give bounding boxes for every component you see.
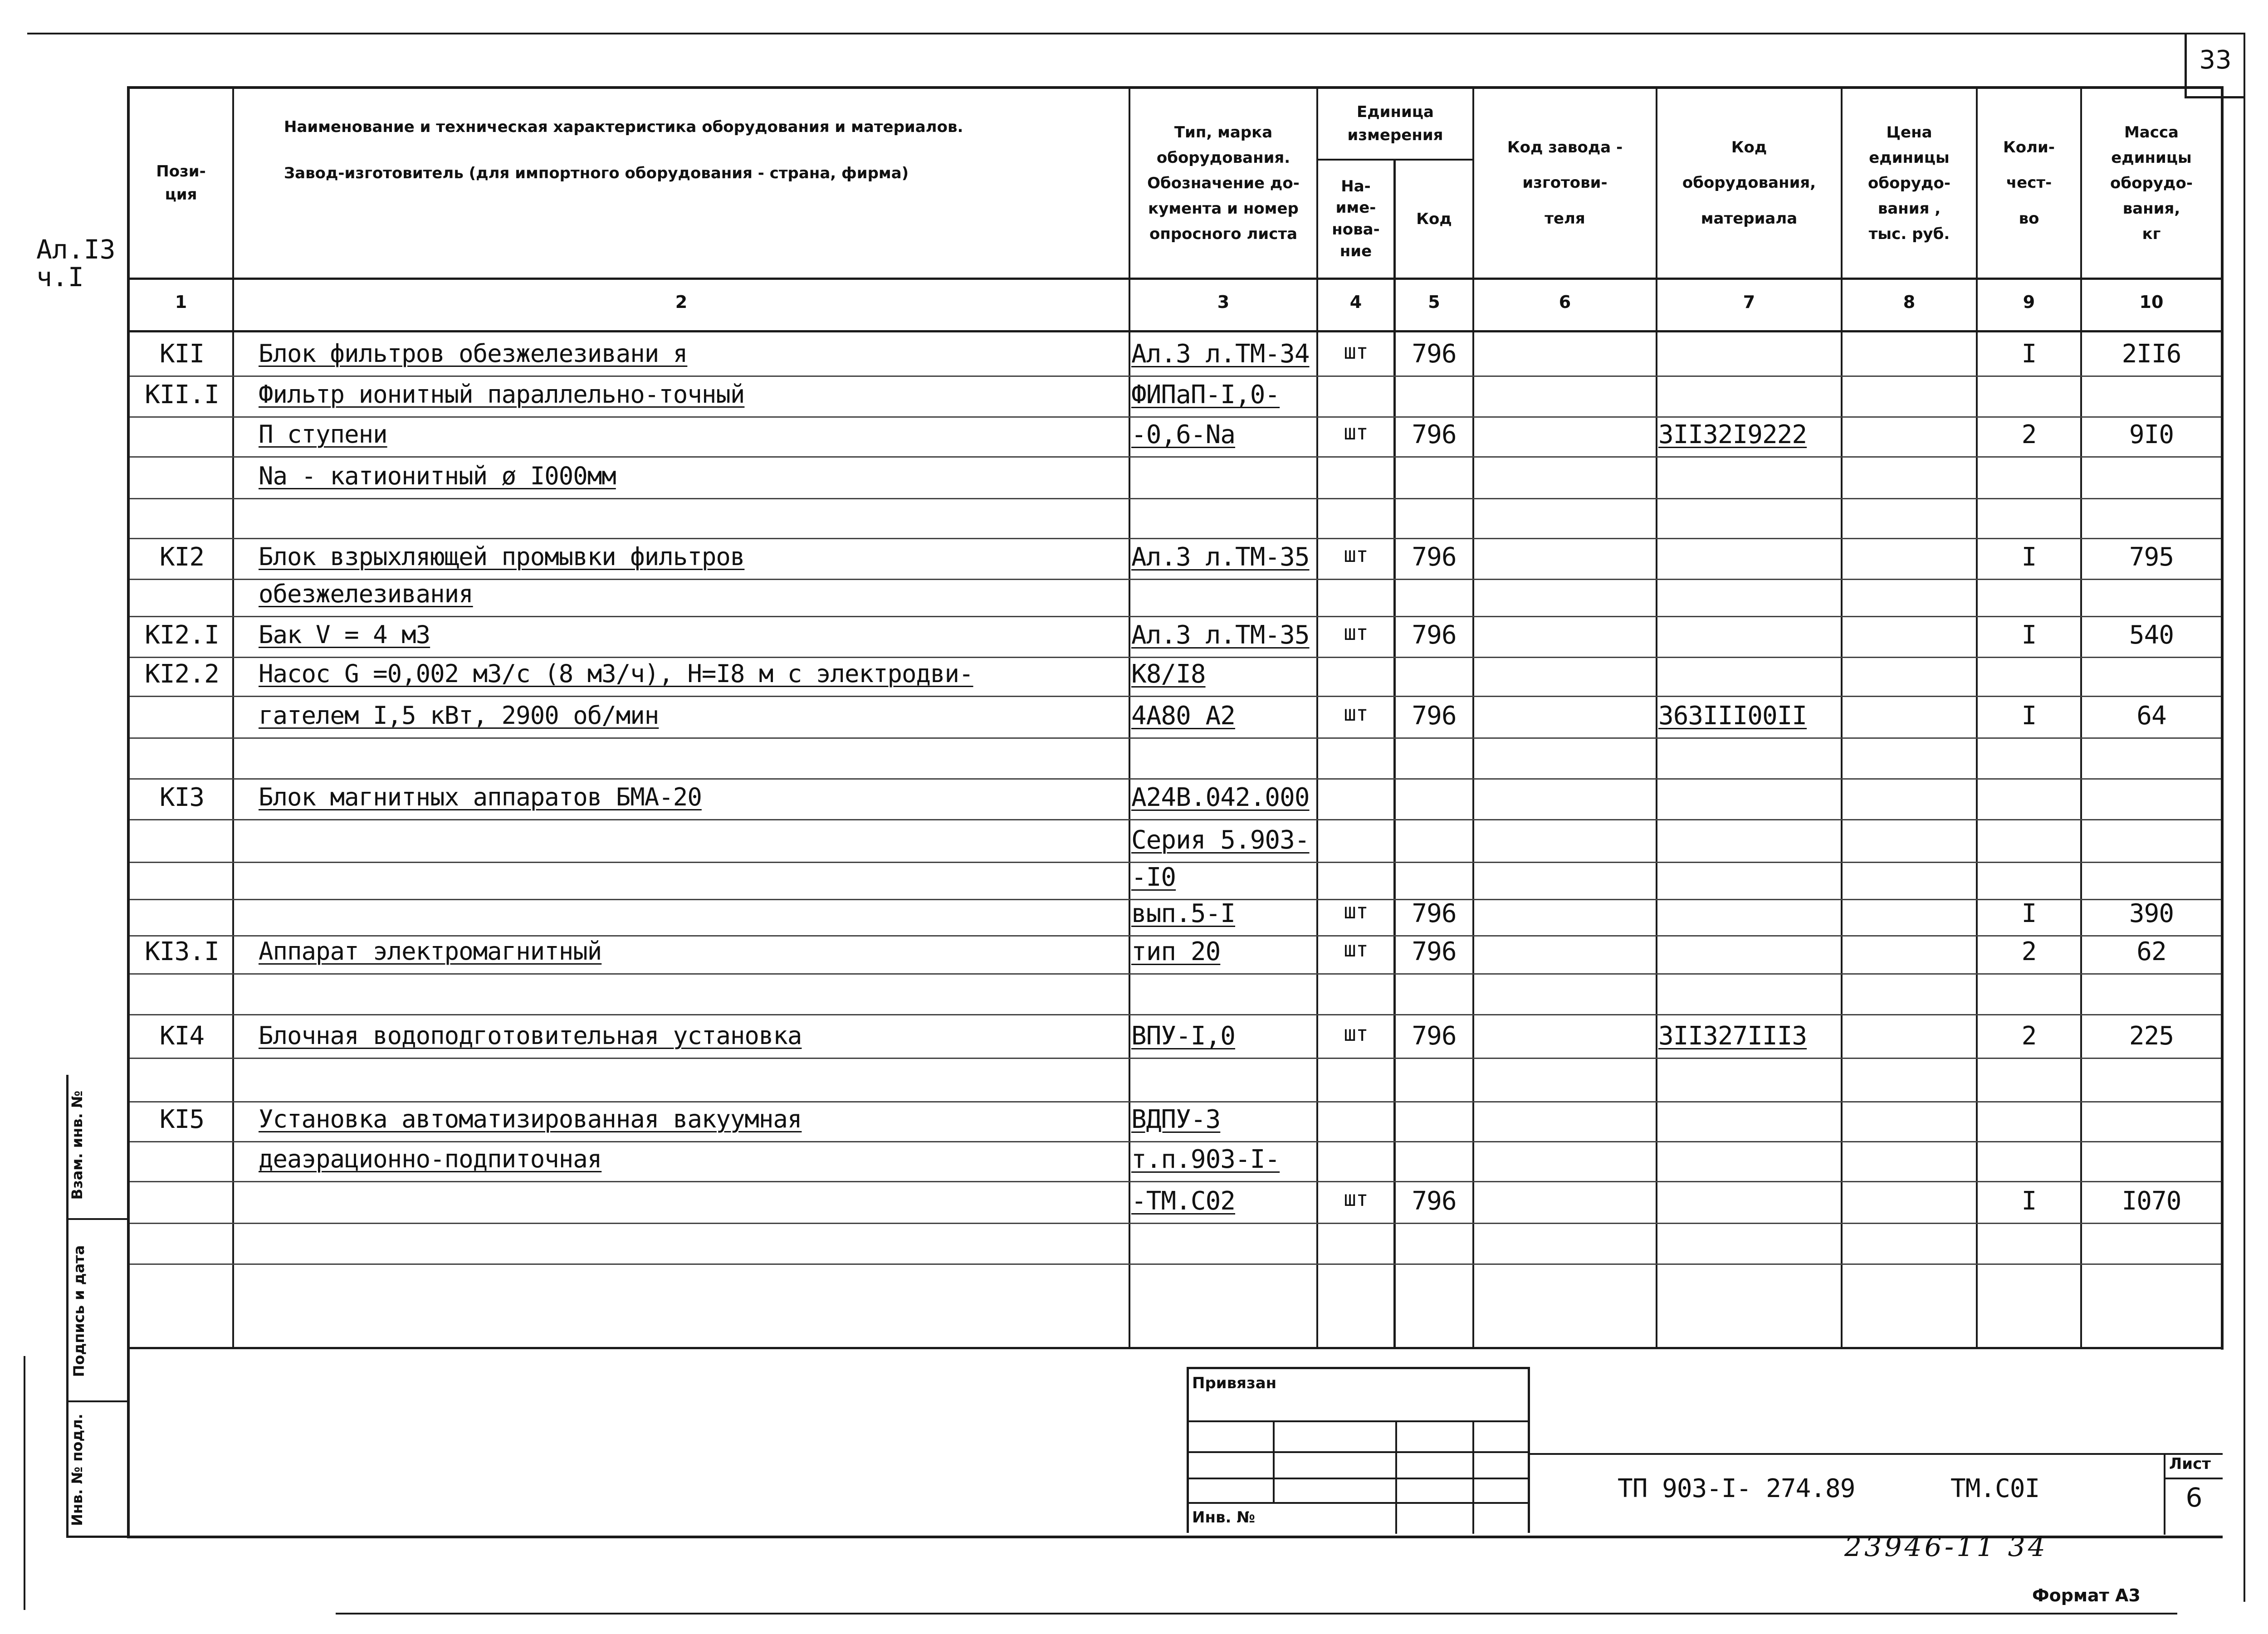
header-type: Тип, марка оборудования. Обозначение до- кумента и номер опросного листа: [1147, 123, 1300, 244]
cell-unit: шт: [1344, 339, 1368, 364]
cell-name: обезжелезивания: [259, 580, 473, 608]
cell-name: Блок взрыхляющей промывки фильтров: [259, 542, 745, 571]
side-stamp-split-1: [66, 1218, 130, 1220]
stamp-doc-code: ТП 903-I- 274.89: [1618, 1474, 1855, 1503]
cell-pos: KI5: [159, 1105, 205, 1134]
cell-pos: KI3.I: [145, 937, 219, 966]
stamp-vline: [1472, 1420, 1474, 1534]
cell-doc: Серия 5.903-: [1131, 825, 1310, 855]
row-divider: [130, 778, 2221, 780]
row-divider: [130, 616, 2221, 617]
handwritten-number: 23946-11 34: [1844, 1531, 2048, 1563]
col-number: 4: [1349, 292, 1362, 312]
row-divider: [130, 1141, 2221, 1142]
cell-unit: шт: [1344, 620, 1368, 645]
cell-code: 796: [1412, 542, 1457, 572]
stamp-privyazan: Привязан: [1192, 1374, 1277, 1392]
cell-doc: вып.5-I: [1131, 899, 1236, 928]
side-label-original-inv: Инв. № подл.: [68, 1414, 86, 1526]
row-divider: [130, 737, 2221, 739]
row-divider: [130, 973, 2221, 975]
stamp-vline: [1273, 1420, 1275, 1502]
cell-doc: 4А80 А2: [1131, 701, 1236, 731]
col-number: 6: [1559, 292, 1571, 312]
sheet-number-top: 33: [2199, 45, 2232, 75]
right-border: [2244, 33, 2245, 1602]
cell-name: Аппарат электромагнитный: [259, 937, 602, 966]
cell-doc: ВДПУ-3: [1131, 1105, 1221, 1134]
cell-mass: 9I0: [2129, 420, 2174, 449]
header-unit-code: Код: [1416, 210, 1452, 228]
row-divider: [130, 819, 2221, 820]
header-price: Цена единицы оборудо- вания , тыс. руб.: [1868, 123, 1950, 244]
cell-doc: -ТМ.С02: [1131, 1186, 1236, 1216]
cell-doc: ВПУ-I,0: [1131, 1021, 1236, 1051]
cell-code: 796: [1412, 620, 1457, 650]
row-divider: [130, 538, 2221, 539]
album-reference: Ал.I3 ч.I: [36, 234, 116, 293]
header-unit: Единица измерения: [1347, 103, 1443, 144]
cell-qty: I: [2021, 1186, 2037, 1216]
cell-pos: KI2: [159, 542, 205, 572]
numbers-bottom: [127, 330, 2223, 332]
row-divider: [130, 935, 2221, 937]
header-mass: Масса единицы оборудо- вания, кг: [2110, 123, 2193, 244]
row-divider: [130, 1058, 2221, 1059]
stamp-doc-mark: ТМ.С0I: [1950, 1474, 2040, 1503]
cell-unit: шт: [1344, 937, 1368, 961]
cell-qty: I: [2021, 339, 2037, 369]
row-divider: [130, 1223, 2221, 1224]
cell-name: Фильтр ионитный параллельно-точный: [259, 380, 745, 409]
col-sep: [1393, 159, 1396, 1349]
cell-equip: 3II32I9222: [1658, 420, 1807, 449]
row-divider: [130, 376, 2221, 377]
cell-pos: KII: [159, 339, 205, 369]
stamp-line: [1187, 1478, 1530, 1479]
cell-name: деаэрационно-подпиточная: [259, 1145, 602, 1173]
cell-unit: шт: [1344, 542, 1368, 567]
col-number: 10: [2139, 292, 2164, 312]
col-number: 5: [1428, 292, 1440, 312]
col-number: 8: [1903, 292, 1916, 312]
cell-qty: 2: [2021, 937, 2037, 966]
top-rule: [27, 33, 2245, 34]
cell-name: Блок магнитных аппаратов БМА-20: [259, 783, 702, 811]
stamp-sheet-split: [2164, 1478, 2223, 1479]
header-unit-name: На- име- нова- ние: [1332, 177, 1380, 260]
header-bottom: [127, 278, 2223, 280]
stamp-box-top: [1187, 1367, 1530, 1369]
cell-doc: ФИПаП-I,0-: [1131, 380, 1280, 410]
table-right: [2221, 86, 2224, 1350]
stamp-inv-no: Инв. №: [1192, 1508, 1256, 1527]
cell-unit: шт: [1344, 899, 1368, 923]
cell-mass: 62: [2136, 937, 2166, 966]
cell-unit: шт: [1344, 1021, 1368, 1046]
cell-code: 796: [1412, 937, 1457, 966]
stamp-line: [1187, 1502, 1530, 1504]
cell-code: 796: [1412, 1186, 1457, 1216]
cell-code: 796: [1412, 1021, 1457, 1051]
col-sep: [232, 86, 234, 1349]
stamp-line: [1187, 1420, 1530, 1422]
cell-code: 796: [1412, 339, 1457, 369]
header-equipment-code: Код оборудования, материала: [1682, 138, 1816, 228]
row-divider: [130, 1014, 2221, 1015]
stamp-box-right: [1528, 1367, 1530, 1533]
side-label-signature-date: Подпись и дата: [70, 1245, 88, 1377]
stamp-vline: [1395, 1420, 1397, 1534]
cell-mass: I070: [2121, 1186, 2181, 1216]
stamp-sheet-label: Лист: [2169, 1455, 2211, 1473]
stamp-line: [1187, 1451, 1530, 1453]
cell-unit: шт: [1344, 1186, 1368, 1211]
cell-qty: I: [2021, 701, 2037, 731]
cell-equip: 363III00II: [1658, 701, 1807, 731]
cell-qty: I: [2021, 620, 2037, 650]
row-divider: [130, 657, 2221, 658]
cell-name: Блок фильтров обезжелезивани я: [259, 339, 688, 368]
cell-qty: 2: [2021, 420, 2037, 449]
cell-mass: 2II6: [2121, 339, 2181, 369]
header-quantity: Коли- чест- во: [2003, 138, 2055, 228]
col-number: 1: [175, 292, 187, 312]
cell-equip: 3II327III3: [1658, 1021, 1807, 1051]
cell-pos: KI4: [159, 1021, 205, 1051]
cell-doc: Ал.3 л.ТМ-35: [1131, 620, 1310, 650]
bottom-rule: [336, 1613, 2177, 1614]
cell-pos: KI2.2: [145, 659, 219, 689]
left-edge: [24, 1356, 25, 1610]
cell-code: 796: [1412, 899, 1457, 928]
cell-mass: 390: [2129, 899, 2174, 928]
col-number: 9: [2023, 292, 2035, 312]
cell-doc: т.п.903-I-: [1131, 1145, 1280, 1174]
cell-name: гателем I,5 кВт, 2900 об/мин: [259, 701, 659, 730]
cell-pos: KII.I: [145, 380, 219, 410]
cell-code: 796: [1412, 420, 1457, 449]
format-label: Формат А3: [2032, 1585, 2141, 1605]
row-divider: [130, 498, 2221, 499]
cell-code: 796: [1412, 701, 1457, 731]
cell-mass: 225: [2129, 1021, 2174, 1051]
cell-doc: -0,6-Na: [1131, 420, 1236, 449]
col-number: 2: [675, 292, 688, 312]
cell-doc: Ал.3 л.ТМ-34: [1131, 339, 1310, 369]
row-divider: [130, 456, 2221, 458]
cell-name: Блочная водоподготовительная установка: [259, 1021, 802, 1050]
row-divider: [130, 1263, 2221, 1265]
cell-doc: К8/I8: [1131, 659, 1206, 689]
cell-doc: Ал.3 л.ТМ-35: [1131, 542, 1310, 572]
row-divider: [130, 1181, 2221, 1182]
header-name: Наименование и техническая характеристика оборудования и материалов. Завод-изготовитель (для импортного оборудования - страна, фирма): [284, 117, 963, 182]
cell-pos: KI3: [159, 783, 205, 812]
cell-pos: KI2.I: [145, 620, 219, 650]
cell-mass: 64: [2136, 701, 2166, 731]
col-number: 7: [1743, 292, 1755, 312]
cell-doc: А24В.042.000: [1131, 783, 1310, 812]
row-divider: [130, 1101, 2221, 1102]
cell-name: Бак V = 4 м3: [259, 620, 430, 649]
col-number: 3: [1217, 292, 1230, 312]
row-divider: [130, 416, 2221, 418]
stamp-sheet-number: 6: [2185, 1482, 2203, 1513]
header-plant-code: Код завода - изготови- теля: [1507, 138, 1623, 228]
cell-doc: -I0: [1131, 863, 1176, 892]
cell-qty: 2: [2021, 1021, 2037, 1051]
stamp-main-top: [1530, 1453, 2223, 1455]
cell-name: П ступени: [259, 420, 387, 449]
row-divider: [130, 696, 2221, 697]
cell-mass: 795: [2129, 542, 2174, 572]
header-position: Пози- ция: [156, 162, 206, 204]
cell-unit: шт: [1344, 420, 1368, 444]
cell-name: Насос G =0,002 м3/с (8 м3/ч), Н=I8 м с электродви-: [259, 659, 973, 688]
side-label-replaced-inv: Взам. инв. №: [68, 1090, 86, 1200]
rows-bottom: [127, 1347, 2223, 1349]
cell-qty: I: [2021, 542, 2037, 572]
cell-unit: шт: [1344, 701, 1368, 726]
cell-name: Na - катионитный ø I000мм: [259, 462, 616, 490]
stamp-box-left: [1187, 1367, 1189, 1533]
cell-doc: тип 20: [1131, 937, 1221, 966]
cell-name: Установка автоматизированная вакуумная: [259, 1105, 802, 1133]
cell-qty: I: [2021, 899, 2037, 928]
cell-mass: 540: [2129, 620, 2174, 650]
